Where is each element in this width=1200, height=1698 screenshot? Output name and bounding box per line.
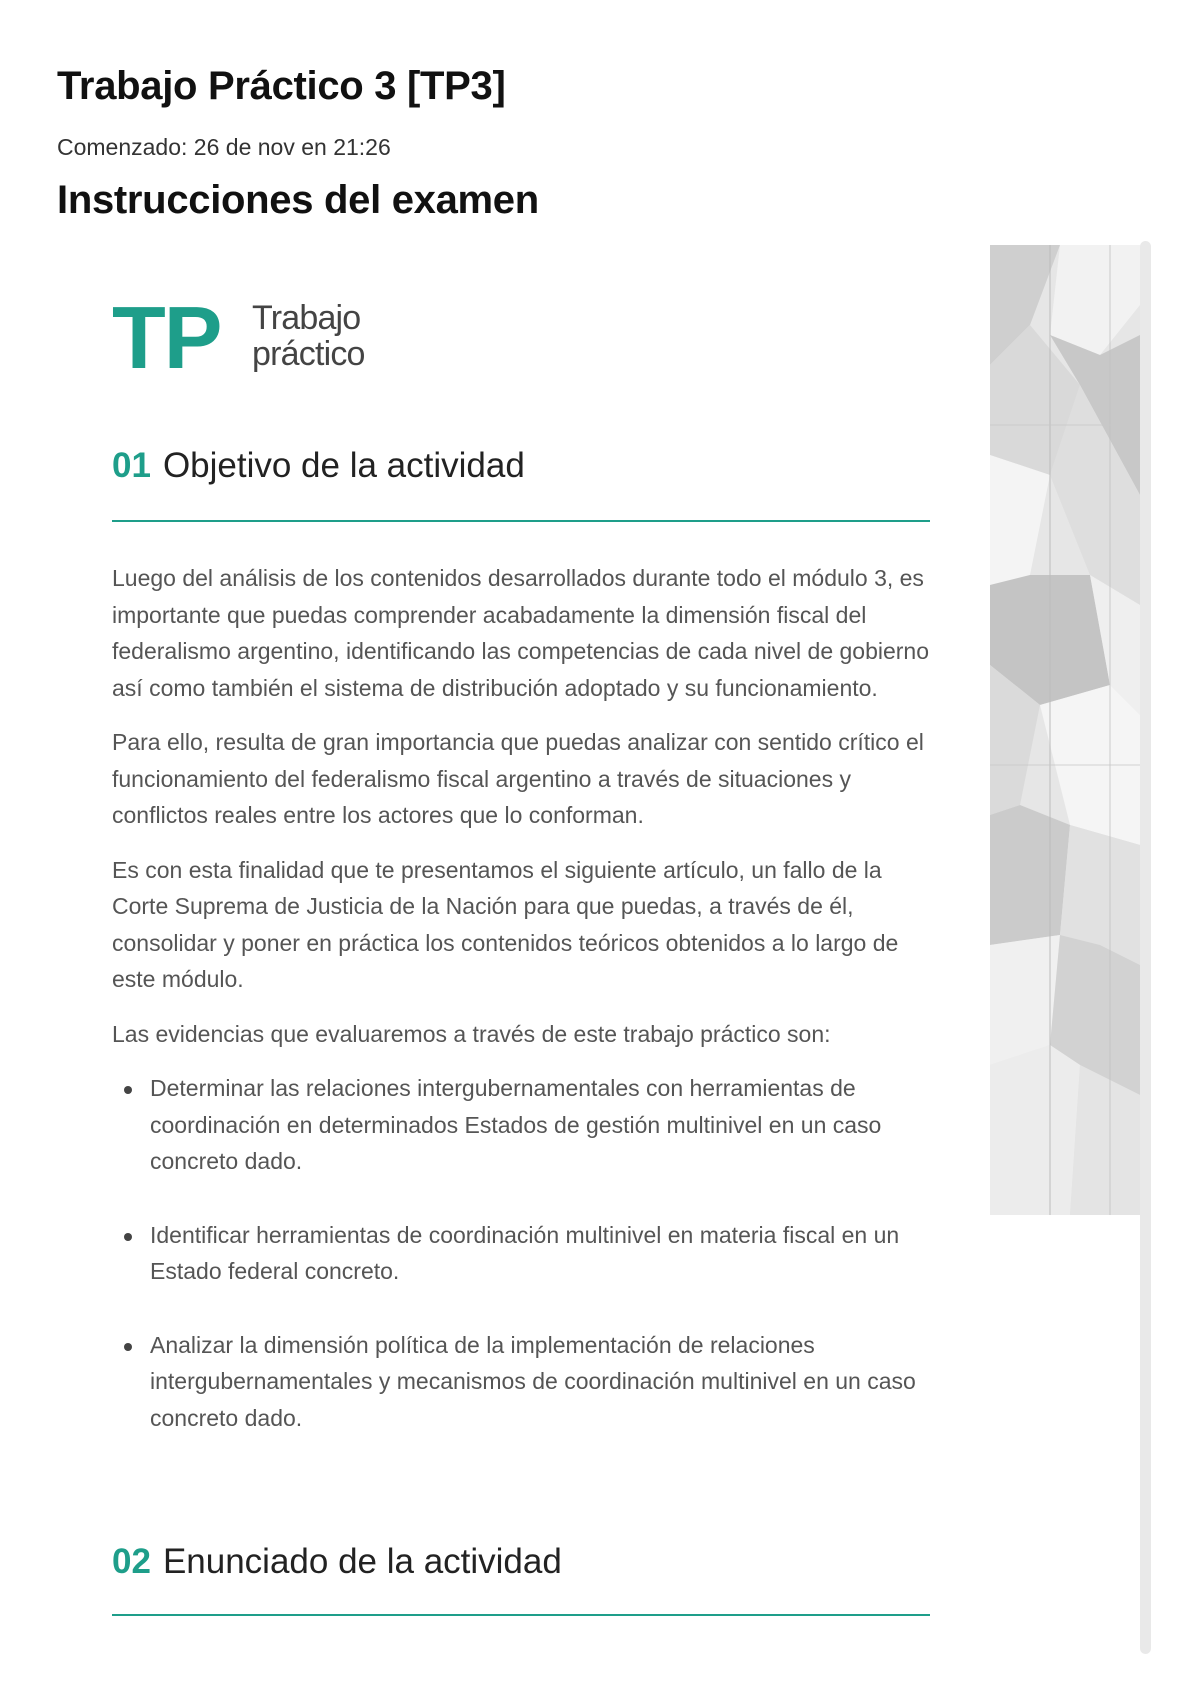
bullet-icon [124, 1343, 132, 1351]
paragraph: Luego del análisis de los contenidos desarrollados durante todo el módulo 3, es importante que puedas comprender acabadamente la dimensión fiscal del federalismo argentino, identificando las competencias de cada nivel de gobierno así como también el sistema de distribución adoptado y su funcionamiento. [112, 565, 930, 701]
activity-objective-content [112, 560, 942, 1473]
tp-logo-line1: Trabajo [252, 299, 361, 337]
tp-logo-mark: TP [112, 288, 221, 387]
decorative-architecture-image [990, 245, 1140, 1215]
list-item-text: Identificar herramientas de coordinación multinivel en materia fiscal en un Estado federal concreto. [150, 1221, 900, 1284]
list-item-text: Analizar la dimensión política de la implementación de relaciones intergubernamentales y mecanismos de coordinación multinivel en un caso concreto dado. [150, 1331, 916, 1431]
instructions-title: Instrucciones del examen [57, 178, 539, 222]
bullet-icon [124, 1233, 132, 1241]
started-timestamp: Comenzado: 26 de nov en 21:26 [57, 134, 391, 160]
tp-logo-words [252, 300, 365, 372]
paragraph: Las evidencias que evaluaremos a través de este trabajo práctico son: [112, 1020, 831, 1047]
evidence-list [112, 1070, 942, 1436]
vertical-scrollbar[interactable] [1140, 241, 1151, 1654]
list-item [150, 1327, 942, 1437]
page-title: Trabajo Práctico 3 [TP3] [57, 64, 506, 108]
tp-logo-line2: práctico [252, 335, 365, 373]
section-title: Objetivo de la actividad [162, 446, 525, 485]
section-number: 02 [112, 1542, 151, 1581]
bullet-icon [124, 1086, 132, 1094]
section-title: Enunciado de la actividad [162, 1542, 562, 1581]
paragraph: Es con esta finalidad que te presentamos el siguiente artículo, un fallo de la Corte Suprema de Justicia de la Nación para que puedas, a través de él, consolidar y poner en práctica los contenidos teóricos obtenidos a lo largo de este módulo. [112, 856, 899, 992]
section-heading-statement [112, 1542, 562, 1582]
list-item [150, 1070, 942, 1180]
section-heading-objective [112, 446, 525, 486]
section-divider [112, 520, 930, 522]
section-number: 01 [112, 446, 151, 485]
section-divider [112, 1614, 930, 1616]
list-item [150, 1217, 942, 1290]
paragraph: Para ello, resulta de gran importancia que puedas analizar con sentido crítico el funcionamiento del federalismo fiscal argentino a través de situaciones y conflictos reales entre los actores que lo conforman. [112, 729, 924, 828]
list-item-text: Determinar las relaciones intergubernamentales con herramientas de coordinación en determinados Estados de gestión multinivel en un caso concreto dado. [150, 1075, 882, 1174]
